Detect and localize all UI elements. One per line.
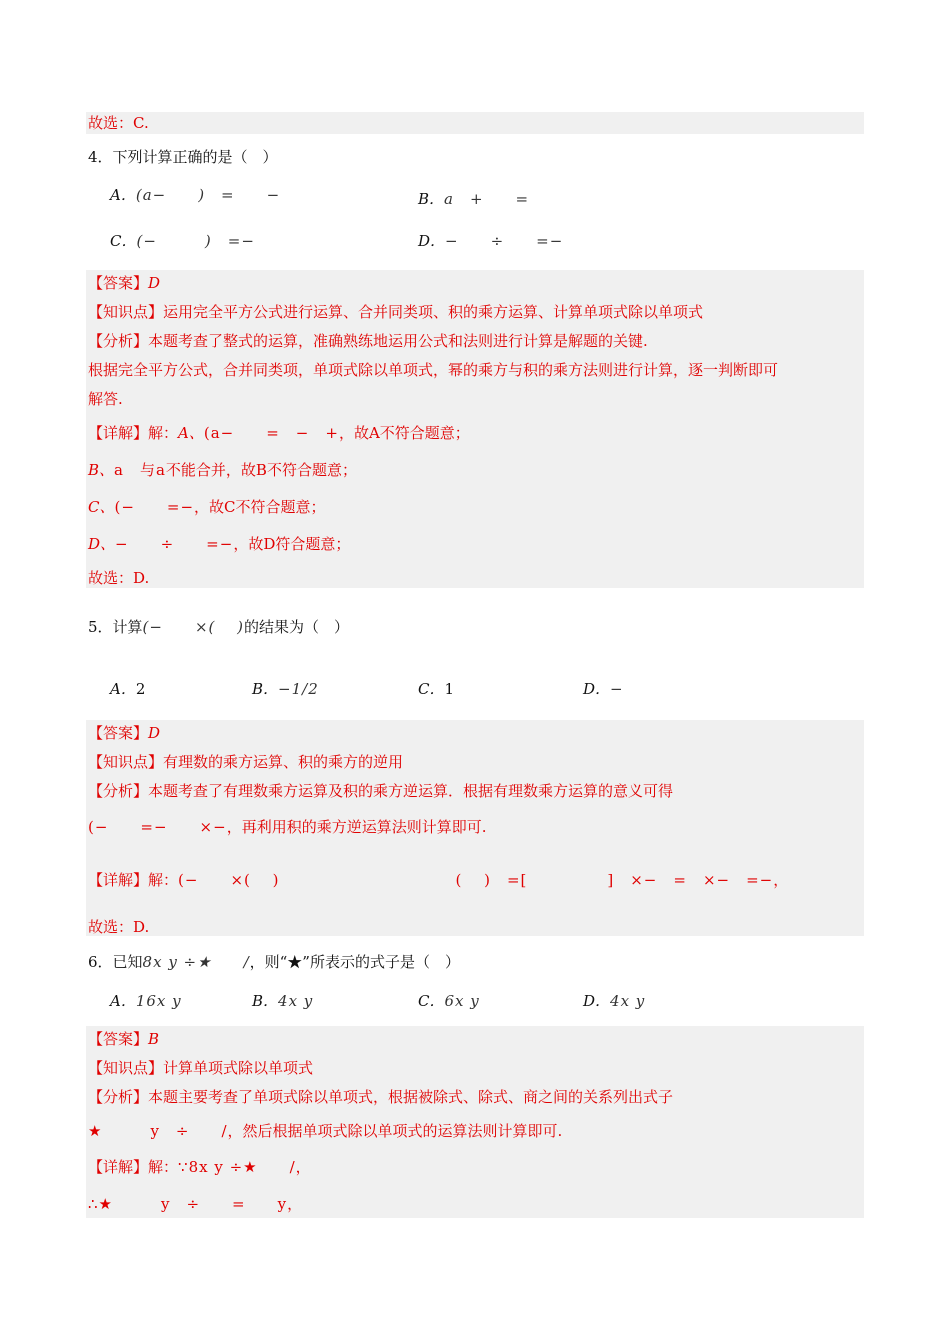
- q4-option-c: C．(− ) =−: [110, 232, 255, 250]
- q4-stem: 4．下列计算正确的是（ ）: [88, 148, 278, 166]
- q4-answer: 【答案】D: [88, 274, 161, 292]
- q4-knowledge: 【知识点】运用完全平方公式进行运算、合并同类项、积的乘方运算、计算单项式除以单项式: [88, 303, 704, 321]
- q5-detail: 【详解】解：(− ×( ) ( ) =[ ] ×− = ×− =−，: [88, 871, 789, 889]
- q5-option-a: A．2: [110, 680, 146, 698]
- q6-analysis-line2: ★ y ÷ /，然后根据单项式除以单项式的运算法则计算即可.: [88, 1122, 563, 1140]
- q6-analysis: 【分析】本题主要考查了单项式除以单项式，根据被除式、除式、商之间的关系列出式子: [88, 1088, 674, 1106]
- q6-option-d: D．4x y: [583, 992, 646, 1010]
- q6-option-c: C．6x y: [418, 992, 480, 1010]
- q4-option-a: A．(a− ) = −: [110, 186, 281, 204]
- q4-analysis: 【分析】本题考查了整式的运算，准确熟练地运用公式和法则进行计算是解题的关键.: [88, 332, 648, 350]
- q6-option-a: A．16x y: [110, 992, 182, 1010]
- q6-option-b: B．4x y: [252, 992, 314, 1010]
- prev-conclusion: 故选：C.: [88, 114, 149, 132]
- q4-detail-b: B、a 与a不能合并，故B不符合题意；: [88, 461, 357, 479]
- q4-option-d: D．− ÷ =−: [418, 232, 564, 250]
- q6-answer: 【答案】B: [88, 1030, 160, 1048]
- q5-stem: 5．计算(− ×( )的结果为（ ）: [88, 618, 350, 636]
- q4-analysis-line3: 解答.: [88, 390, 123, 408]
- q5-knowledge: 【知识点】有理数的乘方运算、积的乘方的逆用: [88, 753, 404, 771]
- q4-option-b: B．a + =: [418, 190, 530, 208]
- q6-detail-line2: ∴★ y ÷ = y，: [88, 1195, 304, 1213]
- q5-answer: 【答案】D: [88, 724, 161, 742]
- q4-conclusion: 故选：D.: [88, 569, 150, 587]
- q6-knowledge: 【知识点】计算单项式除以单项式: [88, 1059, 314, 1077]
- q5-option-b: B．−1/2: [252, 680, 319, 698]
- q5-option-c: C．1: [418, 680, 455, 698]
- q4-detail-c: C、(− =−，故C不符合题意；: [88, 498, 326, 516]
- q6-stem: 6．已知8x y ÷★ /，则“★”所表示的式子是（ ）: [88, 953, 460, 971]
- q5-option-d: D．−: [583, 680, 624, 698]
- q5-conclusion: 故选：D.: [88, 918, 150, 936]
- q6-detail-line1: 【详解】解：∵8x y ÷★ /，: [88, 1158, 312, 1176]
- prev-answer-block: [86, 112, 864, 134]
- q4-detail-a: 【详解】解：A、(a− = − +，故A不符合题意；: [88, 424, 470, 442]
- q5-analysis: 【分析】本题考查了有理数乘方运算及积的乘方逆运算．根据有理数乘方运算的意义可得: [88, 782, 674, 800]
- q4-analysis-line2: 根据完全平方公式，合并同类项，单项式除以单项式，幂的乘方与积的乘方法则进行计算，逐一判断即可: [88, 361, 779, 379]
- q4-detail-d: D、− ÷ =−，故D符合题意；: [88, 535, 351, 553]
- q5-analysis-line2: (− =− ×−，再利用积的乘方逆运算法则计算即可.: [88, 818, 487, 836]
